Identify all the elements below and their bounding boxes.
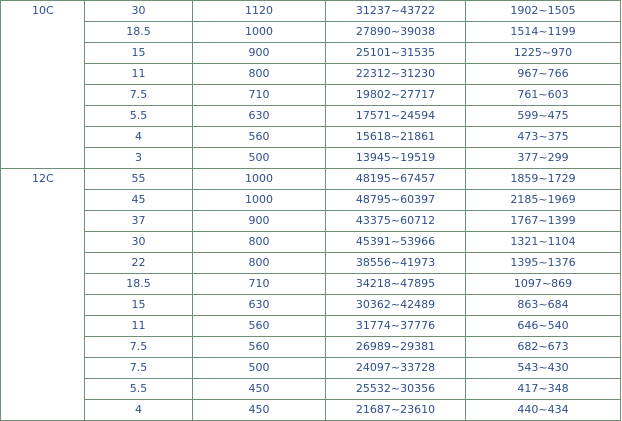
pressure-cell: 761~603 — [466, 85, 621, 106]
diameter-cell: 800 — [193, 64, 326, 85]
diameter-cell: 500 — [193, 148, 326, 169]
pressure-cell: 863~684 — [466, 295, 621, 316]
power-cell: 37 — [85, 211, 193, 232]
diameter-cell: 450 — [193, 379, 326, 400]
power-cell: 7.5 — [85, 337, 193, 358]
diameter-cell: 630 — [193, 295, 326, 316]
table-row — [1, 337, 621, 358]
airflow-cell: 48795~60397 — [326, 190, 466, 211]
table-row — [1, 316, 621, 337]
power-cell: 45 — [85, 190, 193, 211]
table-row — [1, 190, 621, 211]
pressure-cell: 1097~869 — [466, 274, 621, 295]
table-row — [1, 232, 621, 253]
power-cell: 11 — [85, 64, 193, 85]
model-cell: 10C — [1, 1, 85, 169]
airflow-cell: 27890~39038 — [326, 22, 466, 43]
diameter-cell: 900 — [193, 43, 326, 64]
airflow-cell: 13945~19519 — [326, 148, 466, 169]
table-row — [1, 274, 621, 295]
pressure-cell: 417~348 — [466, 379, 621, 400]
airflow-cell: 25532~30356 — [326, 379, 466, 400]
diameter-cell: 800 — [193, 253, 326, 274]
table-row — [1, 400, 621, 421]
pressure-cell: 1902~1505 — [466, 1, 621, 22]
pressure-cell: 1514~1199 — [466, 22, 621, 43]
power-cell: 30 — [85, 1, 193, 22]
airflow-cell: 31774~37776 — [326, 316, 466, 337]
airflow-cell: 38556~41973 — [326, 253, 466, 274]
airflow-cell: 21687~23610 — [326, 400, 466, 421]
pressure-cell: 682~673 — [466, 337, 621, 358]
table-row — [1, 211, 621, 232]
diameter-cell: 710 — [193, 274, 326, 295]
power-cell: 4 — [85, 127, 193, 148]
diameter-cell: 630 — [193, 106, 326, 127]
pressure-cell: 2185~1969 — [466, 190, 621, 211]
diameter-cell: 560 — [193, 337, 326, 358]
spec-table-body — [1, 1, 621, 421]
power-cell: 4 — [85, 400, 193, 421]
power-cell: 3 — [85, 148, 193, 169]
airflow-cell: 48195~67457 — [326, 169, 466, 190]
airflow-cell: 17571~24594 — [326, 106, 466, 127]
table-row — [1, 148, 621, 169]
power-cell: 5.5 — [85, 379, 193, 400]
pressure-cell: 1321~1104 — [466, 232, 621, 253]
power-cell: 22 — [85, 253, 193, 274]
diameter-cell: 900 — [193, 211, 326, 232]
airflow-cell: 45391~53966 — [326, 232, 466, 253]
pressure-cell: 646~540 — [466, 316, 621, 337]
pressure-cell: 1395~1376 — [466, 253, 621, 274]
airflow-cell: 26989~29381 — [326, 337, 466, 358]
power-cell: 5.5 — [85, 106, 193, 127]
power-cell: 18.5 — [85, 274, 193, 295]
airflow-cell: 34218~47895 — [326, 274, 466, 295]
diameter-cell: 1000 — [193, 22, 326, 43]
table-row — [1, 127, 621, 148]
table-row — [1, 43, 621, 64]
power-cell: 15 — [85, 295, 193, 316]
table-row — [1, 295, 621, 316]
pressure-cell: 1767~1399 — [466, 211, 621, 232]
airflow-cell: 19802~27717 — [326, 85, 466, 106]
pressure-cell: 599~475 — [466, 106, 621, 127]
model-cell: 12C — [1, 169, 85, 421]
diameter-cell: 1120 — [193, 1, 326, 22]
table-row — [1, 22, 621, 43]
table-row — [1, 358, 621, 379]
diameter-cell: 1000 — [193, 169, 326, 190]
airflow-cell: 24097~33728 — [326, 358, 466, 379]
airflow-cell: 31237~43722 — [326, 1, 466, 22]
airflow-cell: 30362~42489 — [326, 295, 466, 316]
diameter-cell: 560 — [193, 127, 326, 148]
table-row — [1, 1, 621, 22]
pressure-cell: 377~299 — [466, 148, 621, 169]
pressure-cell: 967~766 — [466, 64, 621, 85]
table-row — [1, 379, 621, 400]
table-row — [1, 85, 621, 106]
power-cell: 15 — [85, 43, 193, 64]
diameter-cell: 1000 — [193, 190, 326, 211]
diameter-cell: 500 — [193, 358, 326, 379]
power-cell: 7.5 — [85, 85, 193, 106]
table-row — [1, 106, 621, 127]
pressure-cell: 543~430 — [466, 358, 621, 379]
diameter-cell: 560 — [193, 316, 326, 337]
airflow-cell: 25101~31535 — [326, 43, 466, 64]
table-row — [1, 253, 621, 274]
table-row — [1, 169, 621, 190]
airflow-cell: 15618~21861 — [326, 127, 466, 148]
diameter-cell: 710 — [193, 85, 326, 106]
power-cell: 30 — [85, 232, 193, 253]
airflow-cell: 22312~31230 — [326, 64, 466, 85]
pressure-cell: 1225~970 — [466, 43, 621, 64]
power-cell: 18.5 — [85, 22, 193, 43]
table-row — [1, 64, 621, 85]
power-cell: 11 — [85, 316, 193, 337]
diameter-cell: 450 — [193, 400, 326, 421]
diameter-cell: 800 — [193, 232, 326, 253]
pressure-cell: 473~375 — [466, 127, 621, 148]
airflow-cell: 43375~60712 — [326, 211, 466, 232]
power-cell: 55 — [85, 169, 193, 190]
pressure-cell: 440~434 — [466, 400, 621, 421]
pressure-cell: 1859~1729 — [466, 169, 621, 190]
power-cell: 7.5 — [85, 358, 193, 379]
